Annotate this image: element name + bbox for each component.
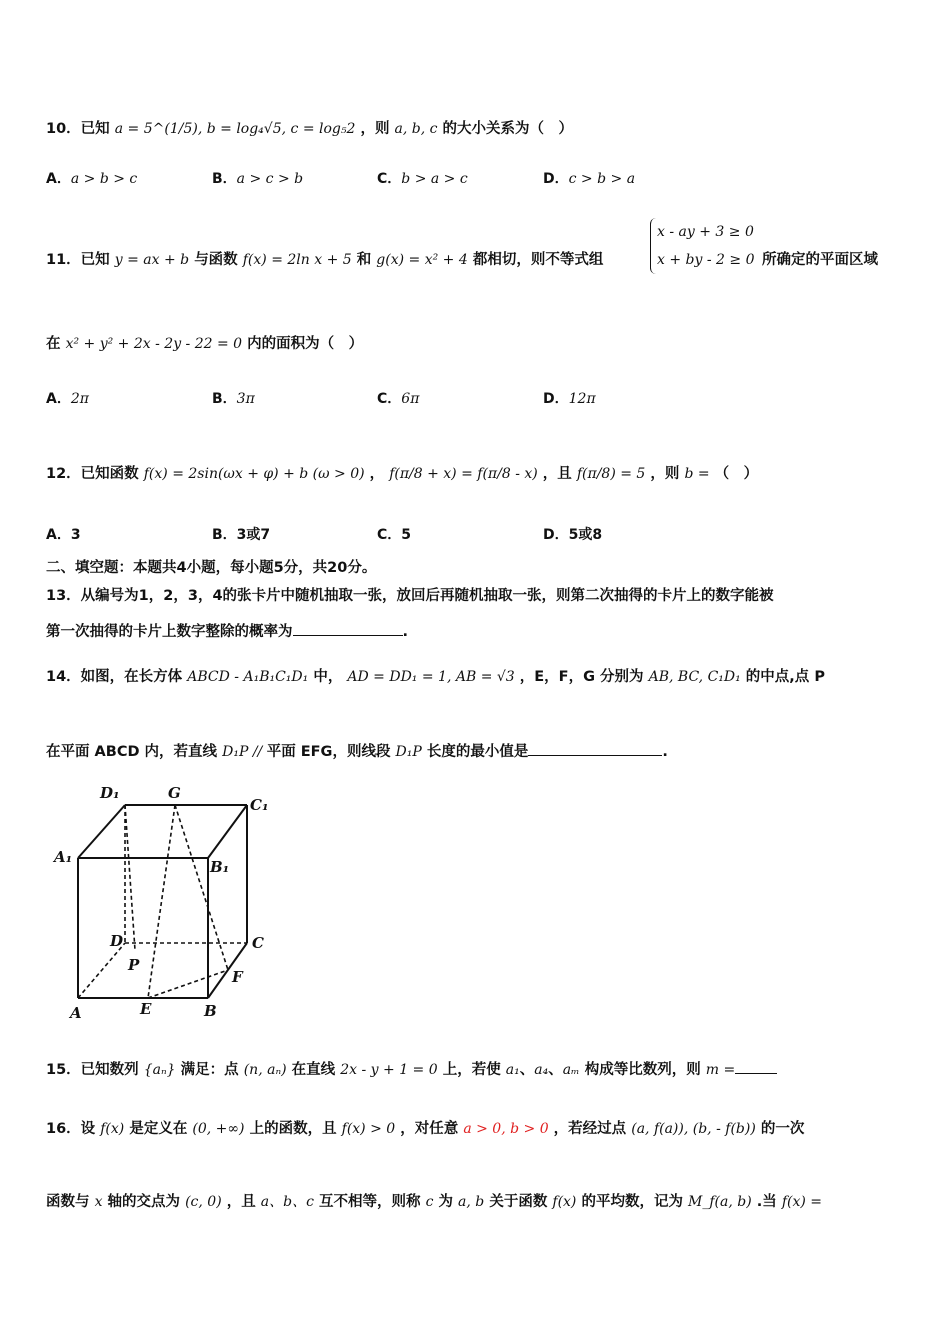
edge-a1d1 — [78, 805, 125, 858]
q12-option-b[interactable]: B．3或7 — [212, 527, 271, 543]
q13-line2: 第一次抽得的卡片上数字整除的概率为 . — [46, 620, 408, 641]
label-p: P — [128, 956, 140, 974]
label-e: E — [140, 1000, 152, 1018]
segment-gf — [175, 805, 228, 970]
q14-line2: 在平面 ABCD 内，若直线 D₁P // 平面 EFG，则线段 D₁P 长度的最小值是 . — [46, 740, 668, 761]
edge-ad-hidden — [78, 943, 125, 998]
q16-line2: 函数与 x 轴的交点为 (c, 0) ，且 a、b、c 互不相等，则称 c 为 a, b 关于函数 f(x) 的平均数，记为 M_f(a, b) .当 f(x) = — [46, 1194, 823, 1210]
q11-stem-line2: 在 x² + y² + 2x - 2y - 22 = 0 内的面积为（ ） — [46, 336, 364, 352]
segment-d1p — [125, 805, 135, 950]
label-d: D — [110, 932, 124, 950]
q14-line1: 14．如图，在长方体 ABCD - A₁B₁C₁D₁ 中， AD = DD₁ = 1, AB = √3 ，E，F，G 分别为 AB, BC, C₁D₁ 的中点,点 P — [46, 669, 825, 685]
q10-stem: 10．已知 a = 5^(1/5), b = log₄√5, c = log₅2 ，则 a, b, c 的大小关系为（ ） — [46, 121, 574, 137]
q11-option-d[interactable]: D．12π — [543, 391, 596, 407]
q12-stem: 12．已知函数 f(x) = 2sin(ωx + φ) + b (ω > 0) ， f(π/8 + x) = f(π/8 - x) ，且 f(π/8) = 5 ，则 b = （ ） — [46, 466, 759, 482]
q13-answer-blank[interactable] — [293, 621, 403, 636]
q10-option-c[interactable]: C．b > a > c — [377, 171, 468, 187]
q15-answer-blank[interactable] — [735, 1059, 777, 1074]
q10-option-a[interactable]: A．a > b > c — [46, 171, 138, 187]
q10-vars: a, b, c — [394, 121, 438, 137]
label-c1: C₁ — [250, 796, 269, 814]
segment-ef — [148, 970, 228, 998]
cuboid-figure — [40, 780, 280, 1025]
label-f: F — [232, 968, 243, 986]
label-a: A — [70, 1004, 82, 1022]
q12-option-a[interactable]: A．3 — [46, 527, 81, 543]
q11-option-b[interactable]: B．3π — [212, 391, 255, 407]
q11-inequality-system: x - ay + 3 ≥ 0 x + by - 2 ≥ 0 — [650, 218, 754, 274]
segment-ge — [148, 805, 175, 998]
q11-option-c[interactable]: C．6π — [377, 391, 420, 407]
q10-expression: a = 5^(1/5), b = log₄√5, c = log₅2 — [114, 121, 356, 137]
q12-option-c[interactable]: C．5 — [377, 527, 412, 543]
q16-line1: 16．设 f(x) 是定义在 (0, +∞) 上的函数，且 f(x) > 0 ，对任意 a > 0, b > 0 ，若经过点 (a, f(a)), (b, - f(b)) 的一次 — [46, 1121, 805, 1137]
q10-option-d[interactable]: D．c > b > a — [543, 171, 636, 187]
q11-stem-tail: 所确定的平面区域 — [762, 252, 878, 268]
edge-b1c1 — [208, 805, 247, 858]
q10-option-b[interactable]: B．a > c > b — [212, 171, 304, 187]
q14-answer-blank[interactable] — [528, 741, 662, 756]
section-heading: 二、填空题：本题共4小题，每小题5分，共20分。 — [46, 560, 377, 576]
q16-condition-highlight: a > 0, b > 0 — [463, 1121, 549, 1137]
q15-line: 15．已知数列 {aₙ} 满足：点 (n, aₙ) 在直线 2x - y + 1 = 0 上，若使 a₁、a₄、aₘ 构成等比数列，则 m = — [46, 1058, 777, 1079]
q11-stem: 11．已知 y = ax + b 与函数 f(x) = 2ln x + 5 和 g(x) = x² + 4 都相切，则不等式组 — [46, 252, 604, 268]
label-b1: B₁ — [210, 858, 230, 876]
label-a1: A₁ — [54, 848, 73, 866]
q13-line1: 13．从编号为1，2，3，4的张卡片中随机抽取一张，放回后再随机抽取一张，则第二次抽得的卡片上的数字能被 — [46, 588, 774, 604]
label-g: G — [168, 784, 181, 802]
label-b: B — [204, 1002, 217, 1020]
label-d1: D₁ — [100, 784, 120, 802]
label-c: C — [252, 934, 264, 952]
q11-option-a[interactable]: A．2π — [46, 391, 89, 407]
q12-option-d[interactable]: D．5或8 — [543, 527, 603, 543]
